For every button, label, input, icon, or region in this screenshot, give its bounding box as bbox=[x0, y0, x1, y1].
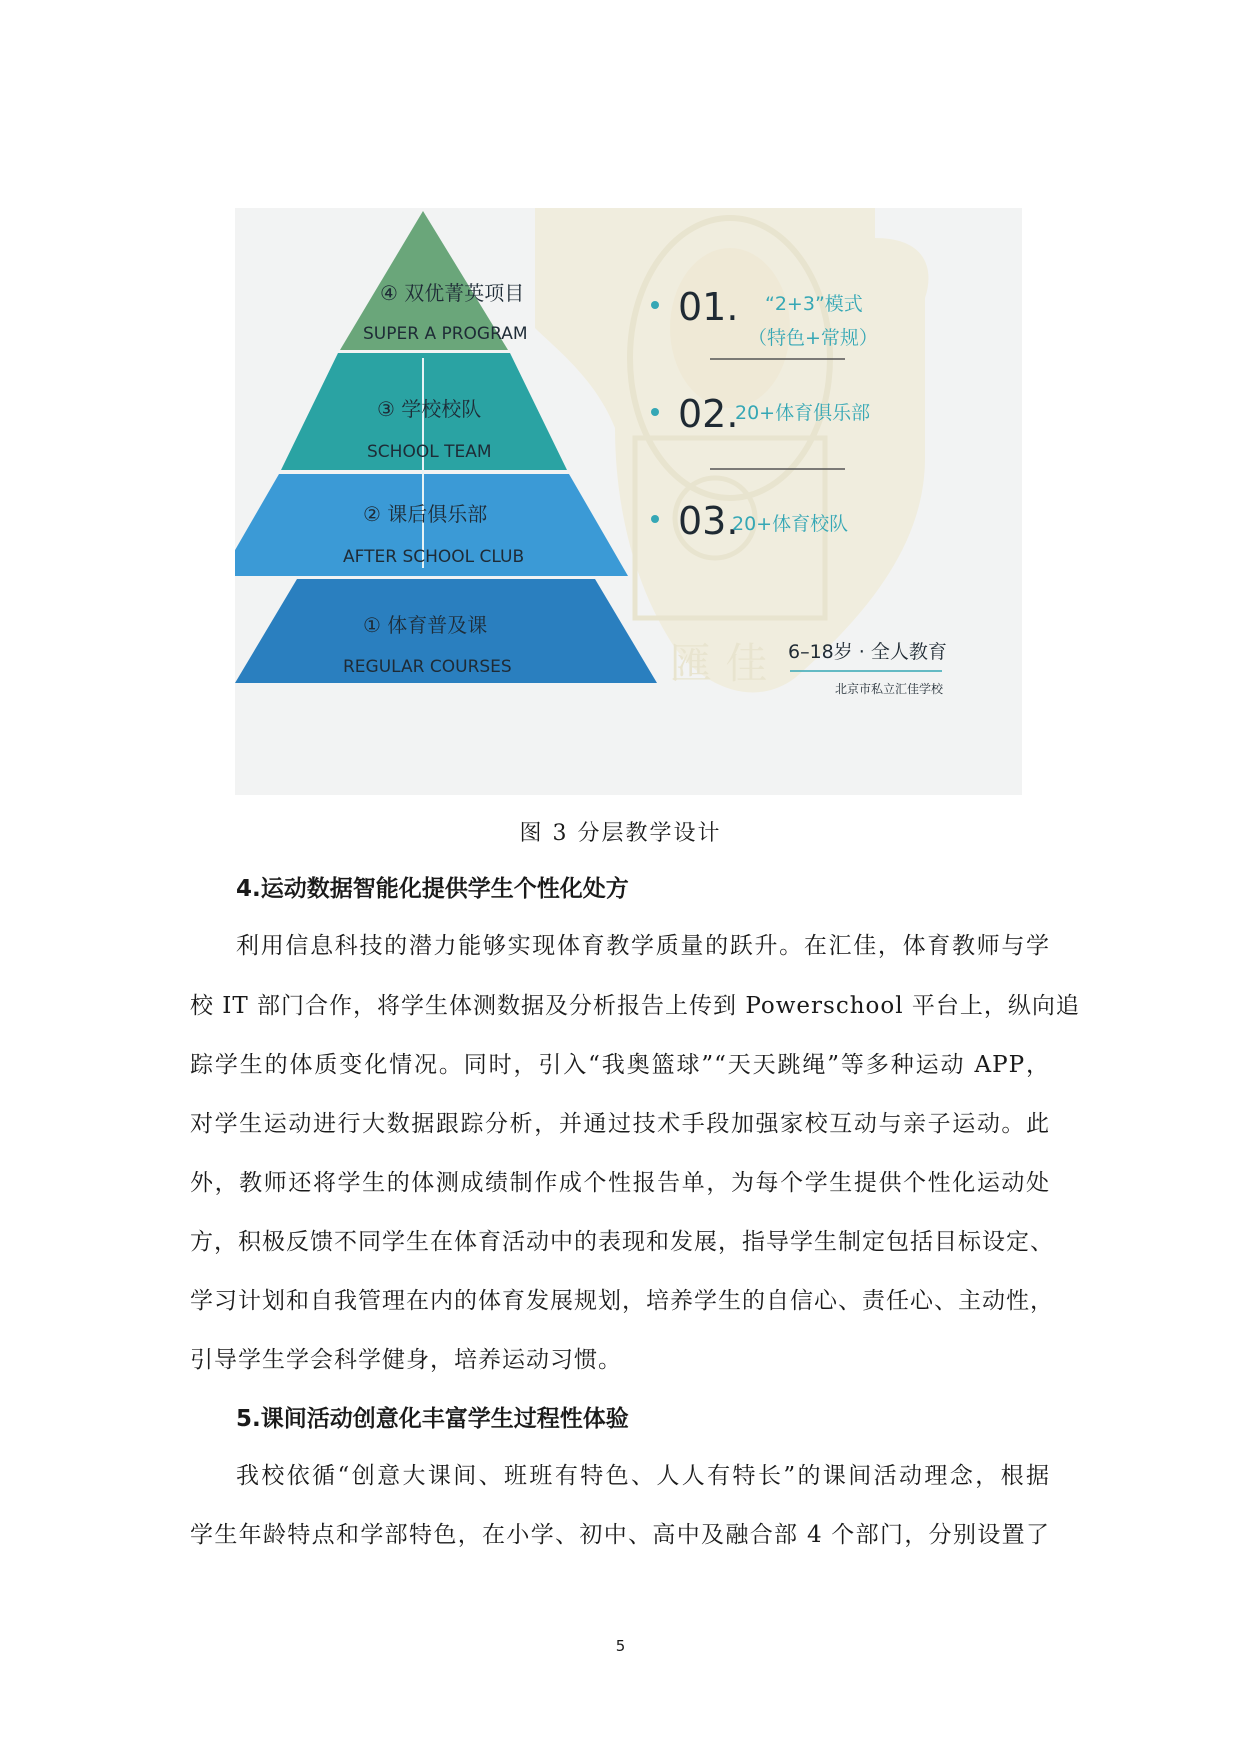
section-4-line: 利用信息科技的潜力能够实现体育教学质量的跃升。在汇佳，体育教师与学 bbox=[236, 933, 1050, 959]
tier-3-title: ③ 学校校队 bbox=[377, 397, 482, 421]
item-2-number: 02. bbox=[678, 392, 739, 436]
item-1-number: 01. bbox=[678, 285, 739, 329]
watermark-text: 匯 佳 bbox=[670, 639, 768, 688]
item-1-line1: “2+3”模式 bbox=[765, 293, 863, 315]
bullet-dot-icon bbox=[651, 515, 659, 523]
layered-teaching-figure bbox=[235, 208, 1022, 795]
section-4-heading: 4.运动数据智能化提供学生个性化处方 bbox=[236, 876, 629, 902]
item-3-number: 03. bbox=[678, 499, 739, 543]
section-4-line: 方，积极反馈不同学生在体育活动中的表现和发展，指导学生制定包括目标设定、 bbox=[190, 1229, 1054, 1255]
figure-caption: 图 3 分层教学设计 bbox=[519, 821, 722, 846]
tier-2-subtitle: AFTER SCHOOL CLUB bbox=[343, 547, 525, 567]
section-5-line: 我校依循“创意大课间、班班有特色、人人有特长”的课间活动理念，根据 bbox=[236, 1463, 1050, 1489]
item-2-line1: 20+体育俱乐部 bbox=[735, 402, 871, 424]
tier-2-title: ② 课后俱乐部 bbox=[363, 502, 488, 526]
item-1-line2: （特色+常规） bbox=[748, 327, 878, 349]
section-5-heading: 5.课间活动创意化丰富学生过程性体验 bbox=[236, 1406, 629, 1432]
section-4-line: 踪学生的体质变化情况。同时，引入“我奥篮球”“天天跳绳”等多种运动 APP， bbox=[190, 1052, 1050, 1078]
bullet-dot-icon bbox=[651, 408, 659, 416]
pyramid-diagram bbox=[235, 208, 1022, 795]
tagline: 6–18岁 · 全人教育 bbox=[788, 641, 947, 663]
section-4-line: 学习计划和自我管理在内的体育发展规划，培养学生的自信心、责任心、主动性， bbox=[190, 1288, 1054, 1314]
section-4-line: 引导学生学会科学健身，培养运动习惯。 bbox=[190, 1347, 622, 1373]
section-4-line: 校 IT 部门合作，将学生体测数据及分析报告上传到 Powerschool 平台上，纵向追 bbox=[190, 993, 1080, 1019]
bullet-dot-icon bbox=[651, 301, 659, 309]
tier-4-subtitle: SUPER A PROGRAM bbox=[363, 324, 528, 344]
tier-4-title: ④ 双优菁英项目 bbox=[380, 281, 525, 305]
tier-3-subtitle: SCHOOL TEAM bbox=[367, 442, 492, 462]
item-3-line1: 20+体育校队 bbox=[732, 513, 849, 535]
page-number: 5 bbox=[615, 1637, 626, 1655]
section-5-line: 学生年龄特点和学部特色，在小学、初中、高中及融合部 4 个部门，分别设置了 bbox=[190, 1522, 1050, 1548]
school-name: 北京市私立汇佳学校 bbox=[835, 682, 944, 696]
section-4-line: 外，教师还将学生的体测成绩制作成个性报告单，为每个学生提供个性化运动处 bbox=[190, 1170, 1050, 1196]
tier-1-subtitle: REGULAR COURSES bbox=[343, 657, 512, 677]
section-4-line: 对学生运动进行大数据跟踪分析，并通过技术手段加强家校互动与亲子运动。此 bbox=[190, 1111, 1050, 1137]
tier-1-title: ① 体育普及课 bbox=[363, 613, 488, 637]
